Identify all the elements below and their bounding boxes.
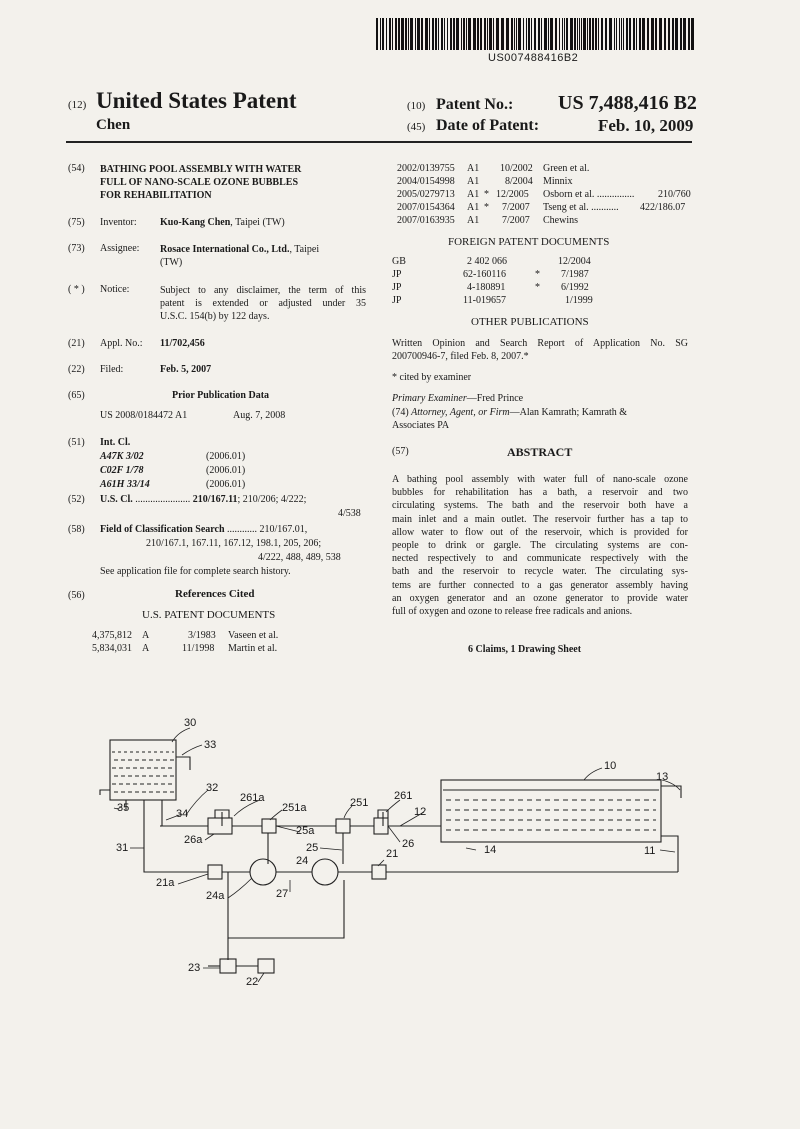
pub-name: Green et al. xyxy=(543,163,590,174)
barcode-bar xyxy=(484,18,486,50)
barcode-bar xyxy=(668,18,670,50)
ref-code: (56) xyxy=(68,590,85,601)
label-251a: 251a xyxy=(282,802,307,814)
barcode-bar xyxy=(444,18,445,50)
barcode-bar xyxy=(592,18,594,50)
assignee-location: , Taipei xyxy=(289,244,320,255)
label-35: 35 xyxy=(117,802,130,814)
pub-date: 7/2007 xyxy=(502,202,530,213)
attorney-name: —Alan Kamrath; Kamrath & xyxy=(509,407,628,418)
title-code: (54) xyxy=(68,163,85,174)
barcode-bar xyxy=(680,18,682,50)
barcode-bar xyxy=(528,18,530,50)
barcode xyxy=(376,18,694,50)
filter-21 xyxy=(372,865,386,879)
barcode-bar xyxy=(633,18,635,50)
pub-no: 2002/0139755 xyxy=(397,163,455,174)
intcl-year: (2006.01) xyxy=(206,479,246,490)
barcode-bar xyxy=(410,18,413,50)
field-search: Field of Classification Search ............ 210/167.01, xyxy=(100,524,308,535)
usdocs-title: U.S. PATENT DOCUMENTS xyxy=(142,609,276,621)
assignee-field xyxy=(160,243,319,269)
attorney-label: Attorney, Agent, or Firm xyxy=(411,407,510,418)
usdoc-no: 4,375,812 xyxy=(92,630,132,641)
barcode-bar xyxy=(392,18,393,50)
pub-no: 2004/0154998 xyxy=(397,176,455,187)
barcode-bar xyxy=(421,18,423,50)
label-30: 30 xyxy=(184,717,197,729)
barcode-bar xyxy=(477,18,479,50)
barcode-bar xyxy=(544,18,547,50)
barcode-bar xyxy=(659,18,662,50)
appl-code: (21) xyxy=(68,338,85,349)
label-23: 23 xyxy=(188,962,201,974)
field-label: Field of Classification Search xyxy=(100,524,225,535)
label-13: 13 xyxy=(656,771,669,783)
barcode-bar xyxy=(473,18,476,50)
barcode-bar xyxy=(511,18,513,50)
foreign-star: * xyxy=(535,269,540,280)
barcode-bar xyxy=(386,18,387,50)
inventor-field xyxy=(160,217,285,228)
label-26a: 26a xyxy=(184,834,203,846)
injector-25 xyxy=(336,819,350,833)
filed-code: (22) xyxy=(68,364,85,375)
other-pub: Written Opinion and Search Report of Application No. SG 200700946-7, filed Feb. 8, 2007.* xyxy=(392,338,688,362)
barcode-bar xyxy=(463,18,465,50)
invention-title xyxy=(100,163,301,202)
appl-number: 11/702,456 xyxy=(160,338,205,349)
patent-number: US 7,488,416 B2 xyxy=(558,92,697,114)
abstract-title: ABSTRACT xyxy=(507,445,573,459)
title-line: BATHING POOL ASSEMBLY WITH WATER xyxy=(100,164,302,175)
barcode-bar xyxy=(408,18,409,50)
piping xyxy=(100,757,681,966)
date-label: Date of Patent: xyxy=(436,117,540,134)
label-21a: 21a xyxy=(156,877,175,889)
assignee-label: Assignee: xyxy=(100,243,140,254)
barcode-bar xyxy=(518,18,521,50)
generator-22 xyxy=(258,959,274,973)
barcode-bar xyxy=(589,18,591,50)
barcode-bar xyxy=(480,18,482,50)
barcode-bar xyxy=(614,18,615,50)
prior-number: US 2008/0184472 A1 xyxy=(100,410,188,421)
barcode-bar xyxy=(456,18,459,50)
barcode-bar xyxy=(577,18,578,50)
label-26: 26 xyxy=(402,838,415,850)
assignee-name: Rosace International Co., Ltd. xyxy=(160,244,290,255)
uscl-main: 210/167.11 xyxy=(192,494,238,505)
claims-summary: 6 Claims, 1 Drawing Sheet xyxy=(468,644,582,655)
prior-code: (65) xyxy=(68,390,85,401)
label-12: 12 xyxy=(414,806,427,818)
doc-type: United States Patent xyxy=(96,88,297,113)
pub-kind: A1 xyxy=(467,163,480,174)
intcl-code: (51) xyxy=(68,437,85,448)
abstract-code: (57) xyxy=(392,446,409,457)
bath xyxy=(441,780,661,842)
uscl-field: U.S. Cl. ...................... 210/167.11; 210/206; 4/222; xyxy=(100,494,307,505)
intcl-label: Int. Cl. xyxy=(100,437,131,448)
barcode-bar xyxy=(441,18,443,50)
foreign-country: GB xyxy=(392,256,406,267)
foreign-no: 4-180891 xyxy=(467,282,506,293)
barcode-bar xyxy=(468,18,471,50)
barcode-bar xyxy=(496,18,499,50)
notice-text: Subject to any disclaimer, the term of this patent is extended or adjusted under 35 U.S.C. 154(b) by 122 days. xyxy=(160,285,366,322)
patent-no-code: (10) xyxy=(407,100,426,112)
barcode-bar xyxy=(691,18,694,50)
barcode-bar xyxy=(389,18,391,50)
usdoc-no: 5,834,031 xyxy=(92,643,132,654)
appl-label: Appl. No.: xyxy=(100,338,143,349)
attorney: (74) Attorney, Agent, or Firm—Alan Kamrath; Kamrath & Associates PA xyxy=(392,407,628,431)
pub-no: 2005/0279713 xyxy=(397,189,455,200)
mixer-26 xyxy=(374,818,388,834)
cited-note: * cited by examiner xyxy=(392,372,472,383)
inventor-name: Kuo-Kang Chen xyxy=(160,217,231,228)
uscl-last: 4/538 xyxy=(338,508,361,519)
usdoc-kind: A xyxy=(142,643,150,654)
barcode-bar xyxy=(559,18,560,50)
other-title: OTHER PUBLICATIONS xyxy=(471,316,589,328)
barcode-bar xyxy=(664,18,666,50)
examiner-name: —Fred Prince xyxy=(466,393,524,404)
examiner-line xyxy=(392,393,523,404)
foreign-country: JP xyxy=(392,269,402,280)
foreign-date: 1/1999 xyxy=(565,295,593,306)
barcode-bar xyxy=(587,18,588,50)
pub-name: Osborn et al. ............... xyxy=(543,189,635,200)
barcode-bar xyxy=(382,18,384,50)
mixer-26a xyxy=(208,818,232,834)
usdoc-name: Martin et al. xyxy=(228,643,278,654)
foreign-no: 62-160116 xyxy=(463,269,506,280)
notice-code: ( * ) xyxy=(68,284,85,295)
barcode-bar xyxy=(538,18,540,50)
barcode-bar xyxy=(688,18,690,50)
barcode-bar xyxy=(562,18,563,50)
barcode-bar xyxy=(447,18,448,50)
barcode-bar xyxy=(570,18,573,50)
intcl-year: (2006.01) xyxy=(206,451,246,462)
examiner-label: Primary Examiner xyxy=(392,393,467,404)
barcode-bar xyxy=(566,18,568,50)
barcode-bar xyxy=(531,18,532,50)
ref-title: References Cited xyxy=(175,588,255,600)
barcode-bar xyxy=(651,18,654,50)
foreign-date: 7/1987 xyxy=(561,269,589,280)
barcode-bar xyxy=(579,18,580,50)
abstract-text: A bathing pool assembly with water full of nano-scale ozone bubbles for rehabilitation has a bath, a reservoir and two circulating systems. The bath and the reservoir both have a main inlet and a main outlet. The reservoir further has a tap to allow water to flow out of the reservoir, which is provided for people to drink or gargle. The circulating systems are con- nected respectively to and communicate respectively with the bath and the reservoir to recycle water. The circulating sys- tems are further connected to a gas generator assembly having an oxygen generator and an ozone generator to provide water full of oxygen and ozone to release free radicals and anions. xyxy=(392,474,688,618)
pub-date: 10/2002 xyxy=(500,163,533,174)
barcode-bar xyxy=(683,18,686,50)
inventor-surname: Chen xyxy=(96,117,131,133)
assignee-code: (73) xyxy=(68,243,85,254)
patent-date: Feb. 10, 2009 xyxy=(598,116,694,135)
label-25: 25 xyxy=(306,842,319,854)
label-21: 21 xyxy=(386,848,399,860)
barcode-bar xyxy=(405,18,407,50)
filed-date: Feb. 5, 2007 xyxy=(160,364,212,375)
foreign-date: 12/2004 xyxy=(558,256,591,267)
label-10: 10 xyxy=(604,760,617,772)
pub-kind: A1 xyxy=(467,215,480,226)
barcode-bar xyxy=(621,18,622,50)
injector-25a xyxy=(262,819,276,833)
uscl-code: (52) xyxy=(68,494,85,505)
pub-name: Tseng et al. ........... xyxy=(543,202,619,213)
pub-class: 210/760 xyxy=(658,189,691,200)
pub-date: 8/2004 xyxy=(505,176,533,187)
foreign-no: 11-019657 xyxy=(463,295,506,306)
barcode-bar xyxy=(435,18,437,50)
pub-date: 7/2007 xyxy=(502,215,530,226)
usdoc-date: 11/1998 xyxy=(182,643,215,654)
barcode-bar xyxy=(647,18,649,50)
barcode-bar xyxy=(461,18,462,50)
doc-code: (12) xyxy=(68,99,87,111)
barcode-bar xyxy=(574,18,576,50)
filter-21a xyxy=(208,865,222,879)
pub-date: 12/2005 xyxy=(496,189,529,200)
pub-star: * xyxy=(484,189,489,200)
prior-date: Aug. 7, 2008 xyxy=(233,410,286,421)
barcode-bar xyxy=(453,18,455,50)
barcode-bar xyxy=(429,18,430,50)
barcode-bar xyxy=(642,18,645,50)
field-see: See application file for complete search history. xyxy=(100,566,291,577)
label-251: 251 xyxy=(350,797,369,809)
label-24: 24 xyxy=(296,855,309,867)
filed-label: Filed: xyxy=(100,364,124,375)
label-27: 27 xyxy=(276,888,289,900)
label-11: 11 xyxy=(644,845,656,857)
barcode-bar xyxy=(626,18,628,50)
barcode-bar xyxy=(655,18,657,50)
barcode-bar xyxy=(534,18,536,50)
barcode-bar xyxy=(514,18,515,50)
foreign-title: FOREIGN PATENT DOCUMENTS xyxy=(448,236,610,248)
field-line: 4/222, 488, 489, 538 xyxy=(258,552,341,563)
barcode-bar xyxy=(450,18,452,50)
label-33: 33 xyxy=(204,739,217,751)
barcode-bar xyxy=(401,18,404,50)
inventor-label: Inventor: xyxy=(100,217,137,228)
label-32: 32 xyxy=(206,782,219,794)
barcode-bar xyxy=(466,18,467,50)
barcode-bar xyxy=(598,18,599,50)
foreign-country: JP xyxy=(392,295,402,306)
foreign-country: JP xyxy=(392,282,402,293)
assignee-country: (TW) xyxy=(160,257,183,268)
title-line: FULL OF NANO-SCALE OZONE BUBBLES xyxy=(100,177,299,188)
intcl-class: A61H 33/14 xyxy=(100,479,150,490)
barcode-bar xyxy=(550,18,553,50)
label-22: 22 xyxy=(246,976,259,988)
label-261: 261 xyxy=(394,790,413,802)
generator-23 xyxy=(220,959,236,973)
date-code: (45) xyxy=(407,121,426,133)
barcode-bar xyxy=(493,18,494,50)
foreign-star: * xyxy=(535,282,540,293)
patent-no-label: Patent No.: xyxy=(436,96,514,113)
barcode-bar xyxy=(395,18,397,50)
barcode-bar xyxy=(516,18,517,50)
barcode-bar xyxy=(376,18,378,50)
intcl-year: (2006.01) xyxy=(206,465,246,476)
label-24a: 24a xyxy=(206,890,225,902)
inventor-code: (75) xyxy=(68,217,85,228)
pub-class: 422/186.07 xyxy=(640,202,686,213)
usdoc-name: Vaseen et al. xyxy=(228,630,279,641)
pub-name: Minnix xyxy=(543,176,573,187)
barcode-bar xyxy=(541,18,542,50)
barcode-bar xyxy=(548,18,549,50)
pub-kind: A1 xyxy=(467,202,480,213)
barcode-bar xyxy=(438,18,439,50)
pub-kind: A1 xyxy=(467,176,480,187)
barcode-bar xyxy=(636,18,637,50)
label-31: 31 xyxy=(116,842,129,854)
pub-name: Chewins xyxy=(543,215,578,226)
inventor-location: , Taipei (TW) xyxy=(230,217,285,228)
label-25a: 25a xyxy=(296,825,315,837)
pump-24a xyxy=(250,859,276,885)
pub-no: 2007/0163935 xyxy=(397,215,455,226)
barcode-bar xyxy=(555,18,557,50)
barcode-bar xyxy=(425,18,428,50)
barcode-bar xyxy=(523,18,524,50)
barcode-bar xyxy=(501,18,504,50)
label-261a: 261a xyxy=(240,792,265,804)
label-14: 14 xyxy=(484,844,497,856)
title-line: FOR REHABILITATION xyxy=(100,190,212,201)
barcode-bar xyxy=(417,18,420,50)
pub-no: 2007/0154364 xyxy=(397,202,455,213)
reservoir xyxy=(110,740,176,800)
barcode-bar xyxy=(489,18,492,50)
barcode-bar xyxy=(506,18,509,50)
barcode-bar xyxy=(675,18,678,50)
barcode-bar xyxy=(398,18,400,50)
barcode-bar xyxy=(595,18,597,50)
barcode-bar xyxy=(487,18,488,50)
field-code: (58) xyxy=(68,524,85,535)
barcode-bar xyxy=(380,18,381,50)
usdoc-date: 3/1983 xyxy=(188,630,216,641)
uscl-label: U.S. Cl. xyxy=(100,494,133,505)
barcode-bar xyxy=(564,18,565,50)
prior-title: Prior Publication Data xyxy=(172,390,270,401)
uscl-rest: ; 210/206; 4/222; xyxy=(237,494,307,505)
usdoc-kind: A xyxy=(142,630,150,641)
barcode-bar xyxy=(526,18,527,50)
intcl-class: A47K 3/02 xyxy=(100,451,144,462)
pub-star: * xyxy=(484,202,489,213)
barcode-bar xyxy=(629,18,631,50)
label-34: 34 xyxy=(176,808,189,820)
barcode-number: US007488416B2 xyxy=(488,52,579,64)
barcode-bar xyxy=(609,18,612,50)
foreign-no: 2 402 066 xyxy=(467,256,507,267)
header-rule xyxy=(66,141,692,143)
notice-label: Notice: xyxy=(100,284,130,295)
barcode-bar xyxy=(581,18,582,50)
pub-kind: A1 xyxy=(467,189,480,200)
barcode-bar xyxy=(432,18,434,50)
barcode-bar xyxy=(619,18,620,50)
barcode-bar xyxy=(623,18,624,50)
barcode-bar xyxy=(639,18,641,50)
barcode-bar xyxy=(583,18,586,50)
intcl-class: C02F 1/78 xyxy=(100,465,144,476)
barcode-bar xyxy=(415,18,416,50)
barcode-bar xyxy=(616,18,617,50)
field-line: 210/167.1, 167.11, 167.12, 198.1, 205, 206; xyxy=(146,538,322,549)
barcode-bar xyxy=(672,18,674,50)
pump-24 xyxy=(312,859,338,885)
foreign-date: 6/1992 xyxy=(561,282,589,293)
barcode-bar xyxy=(601,18,603,50)
barcode-bar xyxy=(605,18,607,50)
